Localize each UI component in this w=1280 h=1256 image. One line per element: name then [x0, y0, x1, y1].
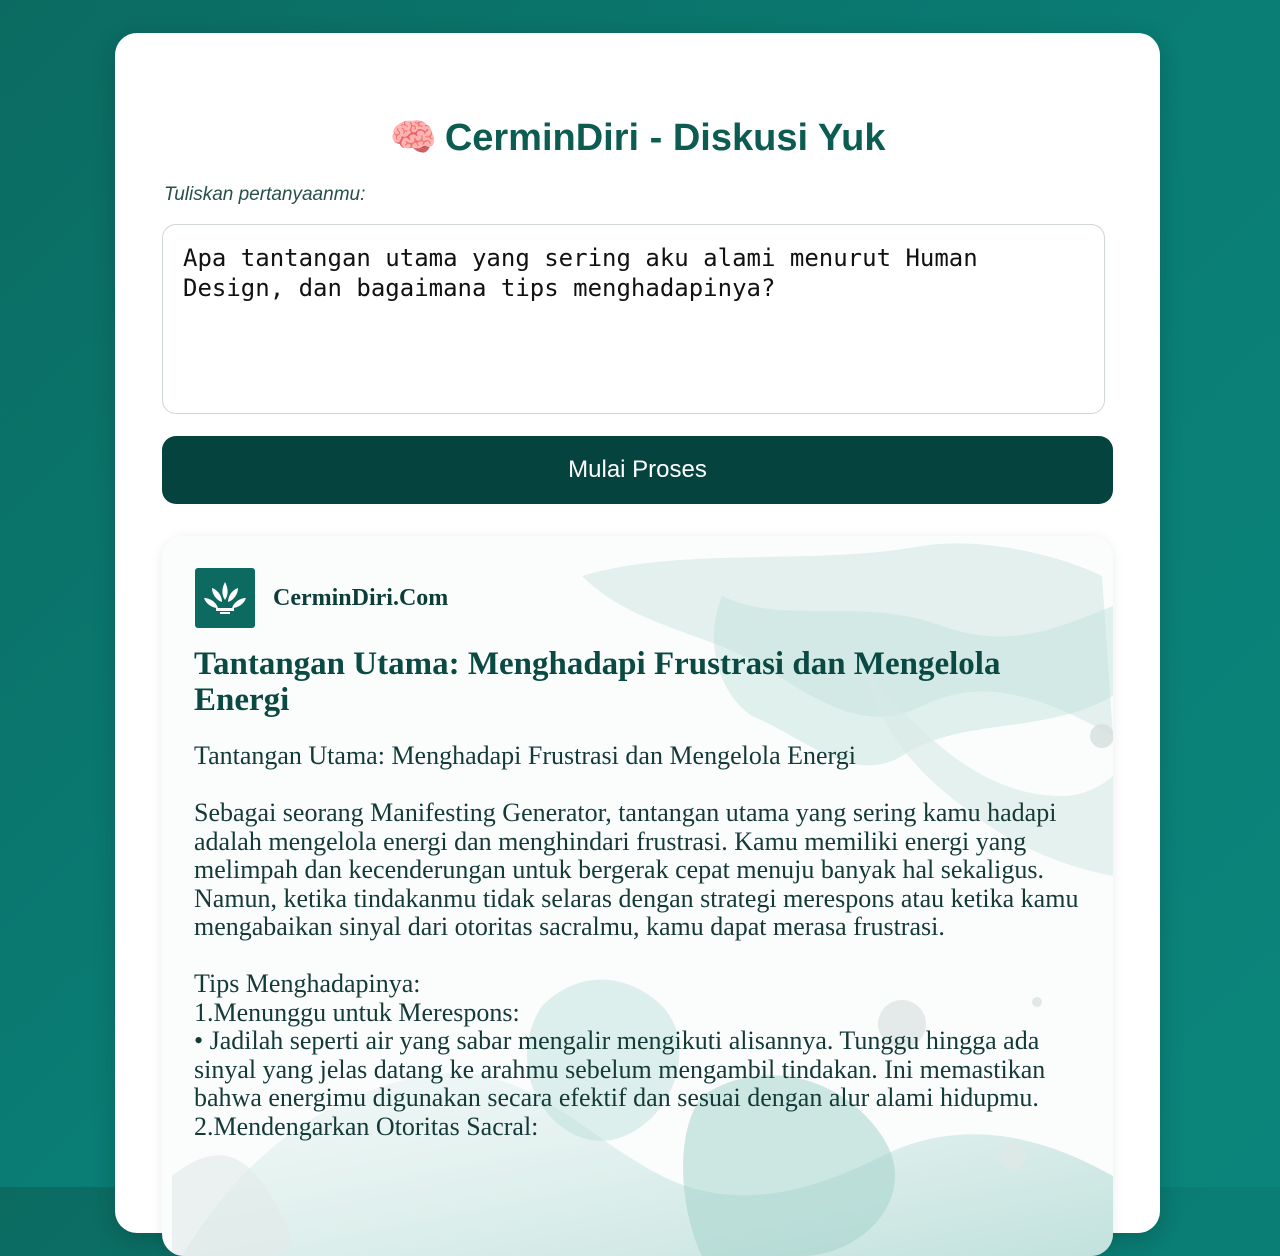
question-input[interactable] [162, 224, 1105, 414]
result-body: Tantangan Utama: Menghadapi Frustrasi dan Mengelola Energi Sebagai seorang Manifesting Generator, tantangan utama yang sering kamu hadapi adalah mengelola energi dan menghindari frustrasi. Kamu memiliki energi yang melimpah dan kecenderungan untuk bergerak cepat menuju banyak hal sekaligus. Namun, ketika tindakanmu tidak selaras dengan strategi merespons atau ketika kamu mengabaikan sinyal dari otoritas sacralmu, kamu dapat merasa frustrasi. Tips Menghadapinya: 1.Menunggu untuk Merespons: • Jadilah seperti air yang sabar mengalir mengikuti alisannya. Tunggu hingga ada sinyal yang jelas datang ke arahmu sebelum mengambil tindakan. Ini memastikan bahwa energimu digunakan secara efektif dan sesuai dengan alur alami hidupmu. 2.Mendengarkan Otoritas Sacral: [194, 741, 1079, 1141]
brand-name: CerminDiri.Com [273, 584, 449, 611]
question-label: Tuliskan pertanyaanmu: [164, 184, 366, 205]
brain-icon: 🧠 [389, 115, 437, 159]
start-process-button[interactable]: Mulai Proses [162, 436, 1113, 504]
page-title-text: CerminDiri - Diskusi Yuk [444, 117, 886, 159]
page-title [115, 115, 1160, 160]
result-panel [162, 536, 1113, 1256]
brand-row [195, 568, 448, 628]
main-card [115, 33, 1160, 1233]
result-title: Tantangan Utama: Menghadapi Frustrasi dan Mengelola Energi [194, 646, 1001, 718]
lotus-logo-icon [195, 568, 255, 628]
